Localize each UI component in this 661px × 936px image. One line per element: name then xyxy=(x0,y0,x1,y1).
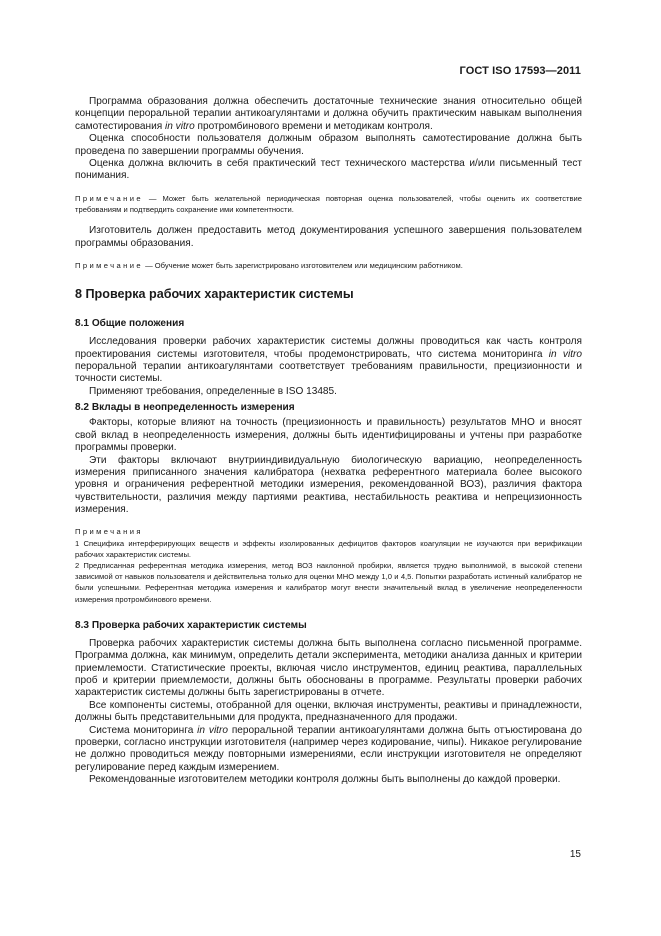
note-item: 1 Специфика интерферирующих веществ и эффекты изолированных дефицитов факторов коагуляции не изучаются при верификации рабочих характеристик системы. xyxy=(75,538,582,559)
document-id-header: ГОСТ ISO 17593—2011 xyxy=(459,65,581,77)
paragraph: Система мониторинга in vitro пероральной терапии антикоагулянтами должна быть отъюстирована до проверки, согласно инструкции изготовителя (например через кодирование, чипы). Никакое регулирование не должно проводиться между повторными измерениями, если инструкции изготовителя не определяют регулирование перед каждым измерением. xyxy=(75,724,582,773)
subsection-heading: 8.3 Проверка рабочих характеристик системы xyxy=(75,619,307,631)
subsection-heading: 8.1 Общие положения xyxy=(75,318,185,330)
paragraph: Оценка способности пользователя должным образом выполнять самотестирование должна быть проведена по завершении программы обучения. xyxy=(75,133,582,157)
note-item: 2 Предписанная референтная методика измерения, метод ВОЗ наклонной пробирки, является трудно выполнимой, в высокой степени зависимой от навыков пользователя и действительна только для оценки МНО между 1,0 и 4,5. Попытки разработать истинный калибратор не были успешными. Референтная методика измерения и калибратор могут внести значительный вклад в увеличение неопределенности измерения протромбинового времени. xyxy=(75,560,582,604)
paragraph: Эти факторы включают внутрииндивидуальную биологическую вариацию, неопределенность измерения приписанного значения калибратора (нехватка референтного материала более высокого уровня и ограничения референтной методики измерения, рекомендованной ВОЗ), различия фактора чувствительности, различия между партиями реактива, нестабильность реактива и непрецизионность измерения. xyxy=(75,454,582,516)
paragraph: Факторы, которые влияют на точность (прецизионность и правильность) результатов МНО и вносят свой вклад в неопределенность измерения, должны быть идентифицированы и учтены при разработке программы проверки. xyxy=(75,417,582,454)
notes-heading: Примечания xyxy=(75,526,143,536)
page-body xyxy=(75,96,582,787)
subsection-heading: 8.2 Вклады в неопределенность измерения xyxy=(75,402,295,414)
note: Примечание — Обучение может быть зарегистрировано изготовителем или медицинским работником. xyxy=(75,261,463,271)
paragraph: Все компоненты системы, отобранной для оценки, включая инструменты, реактивы и принадлежности, должны быть представительными для продукта, предназначенного для продажи. xyxy=(75,699,582,724)
paragraph: Исследования проверки рабочих характеристик системы должны проводиться как часть контроля проектирования системы изготовителя, чтобы продемонстрировать, что система мониторинга in vitro пероральной терапии антикоагулянтами соответствует требованиям правильности, прецизионности и точности системы. xyxy=(75,336,582,385)
paragraph: Программа образования должна обеспечить достаточные технические знания относительно общей концепции пероральной терапии антикоагулянтами и должна обучить практическим навыкам выполнения самотестирования in vitro протромбинового времени и методикам контроля. xyxy=(75,96,582,132)
page-number: 15 xyxy=(569,849,581,860)
section-heading: 8 Проверка рабочих характеристик системы xyxy=(75,287,354,302)
paragraph: Проверка рабочих характеристик системы должна быть выполнена согласно письменной программе. Программа должна, как минимум, определить детали эксперимента, методики анализа данных и критерии приемлемости. Статистические проекты, включая число инструментов, единиц реактива, параллельных проб и критерии приемлемости, должны быть обоснованы в программе. Результаты проверки рабочих характеристик системы должны быть зарегистрированы в отчете. xyxy=(75,637,582,699)
note: Примечание — Может быть желательной периодическая повторная оценка пользователей, чтобы оценить их соответствие требованиям и подтвердить сохранение ими компетентности. xyxy=(75,193,582,215)
paragraph: Применяют требования, определенные в ISO 13485. xyxy=(89,385,337,397)
paragraph: Изготовитель должен предоставить метод документирования успешного завершения пользователем программы образования. xyxy=(75,225,582,249)
paragraph: Оценка должна включить в себя практический тест технического мастерства и/или письменный тест понимания. xyxy=(75,158,582,182)
paragraph: Рекомендованные изготовителем методики контроля должны быть выполнены до каждой проверки. xyxy=(89,774,561,786)
